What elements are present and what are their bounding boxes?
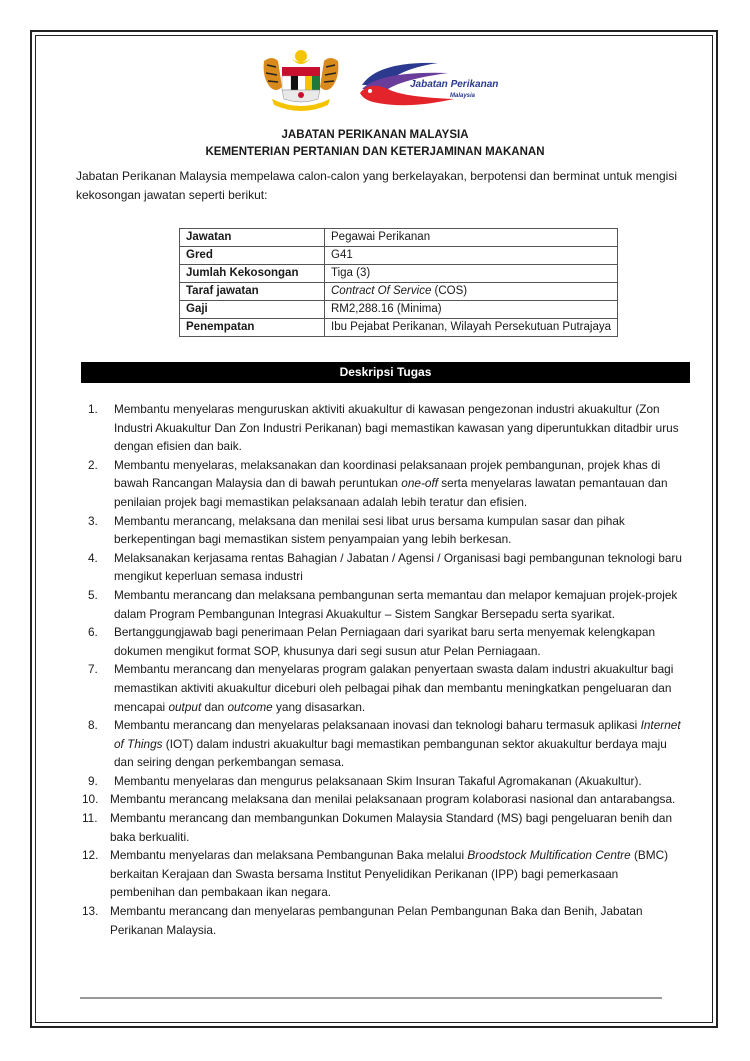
malaysia-coat-of-arms-icon	[258, 47, 344, 113]
document-header	[0, 127, 750, 161]
task-text: (IOT) dalam industri akuakultur bagi memastikan pembangunan sektor akuakultur berdaya maju dan seiring dengan perkembangan semasa.	[114, 736, 667, 770]
task-number: 10.	[82, 792, 99, 807]
job-info-table	[179, 228, 618, 337]
logo-row	[0, 45, 750, 117]
task-list	[82, 400, 682, 939]
info-row	[180, 229, 618, 247]
task-text-italic: output	[168, 699, 202, 714]
info-row	[180, 301, 618, 319]
info-key: Gred	[180, 247, 325, 265]
info-row	[180, 247, 618, 265]
info-key: Jawatan	[180, 229, 325, 247]
info-value: G41	[325, 247, 618, 265]
task-text: Membantu merancang dan menyelaras program galakan penyertaan swasta dalam industri akuakultur bagi memastikan aktiviti akuakultur diceburi oleh pelbagai pihak dan membantu meningkatkan pengeluaran dan mencapai	[114, 662, 674, 714]
task-number: 7.	[88, 662, 98, 677]
task-number: 13.	[82, 904, 99, 919]
task-text-italic: Internet of Things	[114, 718, 681, 751]
task-item	[82, 623, 682, 660]
agency-logo-text: Jabatan Perikanan	[410, 79, 498, 90]
info-key: Taraf jawatan	[180, 283, 325, 301]
task-text-italic: Broodstock Multification Centre	[467, 848, 631, 863]
info-key: Jumlah Kekosongan	[180, 265, 325, 283]
task-text: Membantu merancang dan menyelaras pembangunan Pelan Pembangunan Baka dan Benih, Jabatan Perikanan Malaysia.	[110, 904, 643, 937]
task-text: (BMC) berkaitan Kerajaan dan Swasta bersama Institut Penyelidikan Perikanan (IPP) bagi pemerkasaan pembenihan dan pembakaan ikan negara.	[110, 848, 669, 900]
task-number: 12.	[82, 848, 99, 863]
task-number: 2.	[88, 457, 98, 472]
task-number: 3.	[88, 513, 98, 528]
jabatan-perikanan-fish-logo-icon	[358, 55, 498, 111]
task-item	[82, 660, 682, 716]
task-text: Membantu merancang dan menyelaras pelaksanaan inovasi dan teknologi baharu termasuk aplikasi	[114, 718, 641, 733]
task-text: Membantu menyelaras, melaksanakan dan koordinasi pelaksanaan projek pembangunan, projek khas di bawah Rancangan Malaysia dan di bawah peruntukan	[114, 457, 661, 491]
task-item	[82, 512, 682, 549]
task-number: 9.	[88, 773, 98, 788]
task-number: 4.	[88, 550, 98, 565]
info-row	[180, 319, 618, 337]
section-title-bar: Deskripsi Tugas	[81, 362, 690, 383]
task-text: serta menyelaras lawatan pemantauan dan penilaian projek bagi memastikan pelaksanaan adalah lebih teratur dan efisien.	[114, 476, 668, 509]
task-text: Membantu merancang dan melaksana pembangunan serta memantau dan melapor kemajuan projek-projek dalam Program Pembangunan Integrasi Akuakultur – Sistem Sangkar Bersepadu serta syarikat.	[114, 587, 678, 621]
task-number: 6.	[88, 625, 98, 640]
ministry-name: KEMENTERIAN PERTANIAN DAN KETERJAMINAN MAKANAN	[205, 146, 545, 158]
task-text-italic: outcome	[227, 699, 273, 714]
task-item	[82, 586, 682, 623]
task-text: Membantu menyelaras dan mengurus pelaksanaan Skim Insuran Takaful Agromakanan (Akuakultur).	[114, 773, 642, 788]
intro-paragraph: Jabatan Perikanan Malaysia mempelawa calon-calon yang berkelayakan, berpotensi dan berminat untuk mengisi kekosongan jawatan seperti berikut:	[76, 169, 678, 202]
info-row	[180, 283, 618, 301]
info-row	[180, 265, 618, 283]
info-key: Penempatan	[180, 319, 325, 337]
task-text: Bertanggungjawab bagi penerimaan Pelan Perniagaan dari syarikat baru serta menyemak kelengkapan dokumen mengikut format SOP, khusunya dari segi susun atur Pelan Perniagaan.	[114, 625, 656, 658]
task-item	[82, 772, 682, 791]
info-value-text: (COS)	[431, 285, 468, 297]
task-text: Membantu menyelaras menguruskan aktiviti akuakultur di kawasan pengezonan industri akuakultur (Zon Industri Akuakultur Dan Zon Industri Perikanan) bagi memastikan kawasan yang diperuntukkan ditadbir urus dengan efisien dan baik.	[114, 402, 679, 454]
task-text: Membantu menyelaras dan melaksana Pembangunan Baka melalui	[110, 848, 468, 863]
task-number: 1.	[88, 402, 98, 416]
task-item	[82, 400, 682, 456]
task-text: yang disasarkan.	[272, 699, 366, 714]
task-item	[82, 846, 682, 902]
task-text: dan	[201, 699, 228, 714]
task-item	[82, 549, 682, 586]
info-value: Tiga (3)	[325, 265, 618, 283]
task-item	[82, 790, 682, 809]
agency-logo-subtext: Malaysia	[450, 93, 476, 99]
task-item	[82, 902, 682, 939]
info-value: Pegawai Perikanan	[325, 229, 618, 247]
footer-divider	[80, 997, 662, 999]
info-key: Gaji	[180, 301, 325, 319]
task-item	[82, 456, 682, 512]
info-value: RM2,288.16 (Minima)	[325, 301, 618, 319]
info-value: Ibu Pejabat Perikanan, Wilayah Persekutuan Putrajaya	[325, 319, 618, 337]
task-number: 11.	[82, 811, 98, 826]
task-number: 5.	[88, 587, 98, 602]
task-item	[82, 716, 682, 772]
task-text: Membantu merancang melaksana dan menilai pelaksanaan program kolaborasi nasional dan antarabangsa.	[110, 792, 676, 807]
agency-name: JABATAN PERIKANAN MALAYSIA	[281, 129, 469, 141]
task-item	[82, 809, 682, 846]
task-text: Membantu merancang dan membangunkan Dokumen Malaysia Standard (MS) bagi pengeluaran benih dan baka berkualiti.	[110, 811, 673, 844]
info-value-italic: Contract Of Service	[331, 285, 432, 297]
task-text: Melaksanakan kerjasama rentas Bahagian / Jabatan / Agensi / Organisasi bagi pembangunan teknologi baru mengikut keperluan semasa industri	[114, 550, 682, 584]
info-value	[325, 283, 618, 301]
task-text-italic: one-off	[401, 476, 438, 491]
task-number: 8.	[88, 718, 98, 733]
task-text: Membantu merancang, melaksana dan menilai sesi libat urus bersama kumpulan sasar dan pihak berkepentingan bagi memastikan sistem penyampaian yang lebih berkesan.	[114, 513, 625, 547]
